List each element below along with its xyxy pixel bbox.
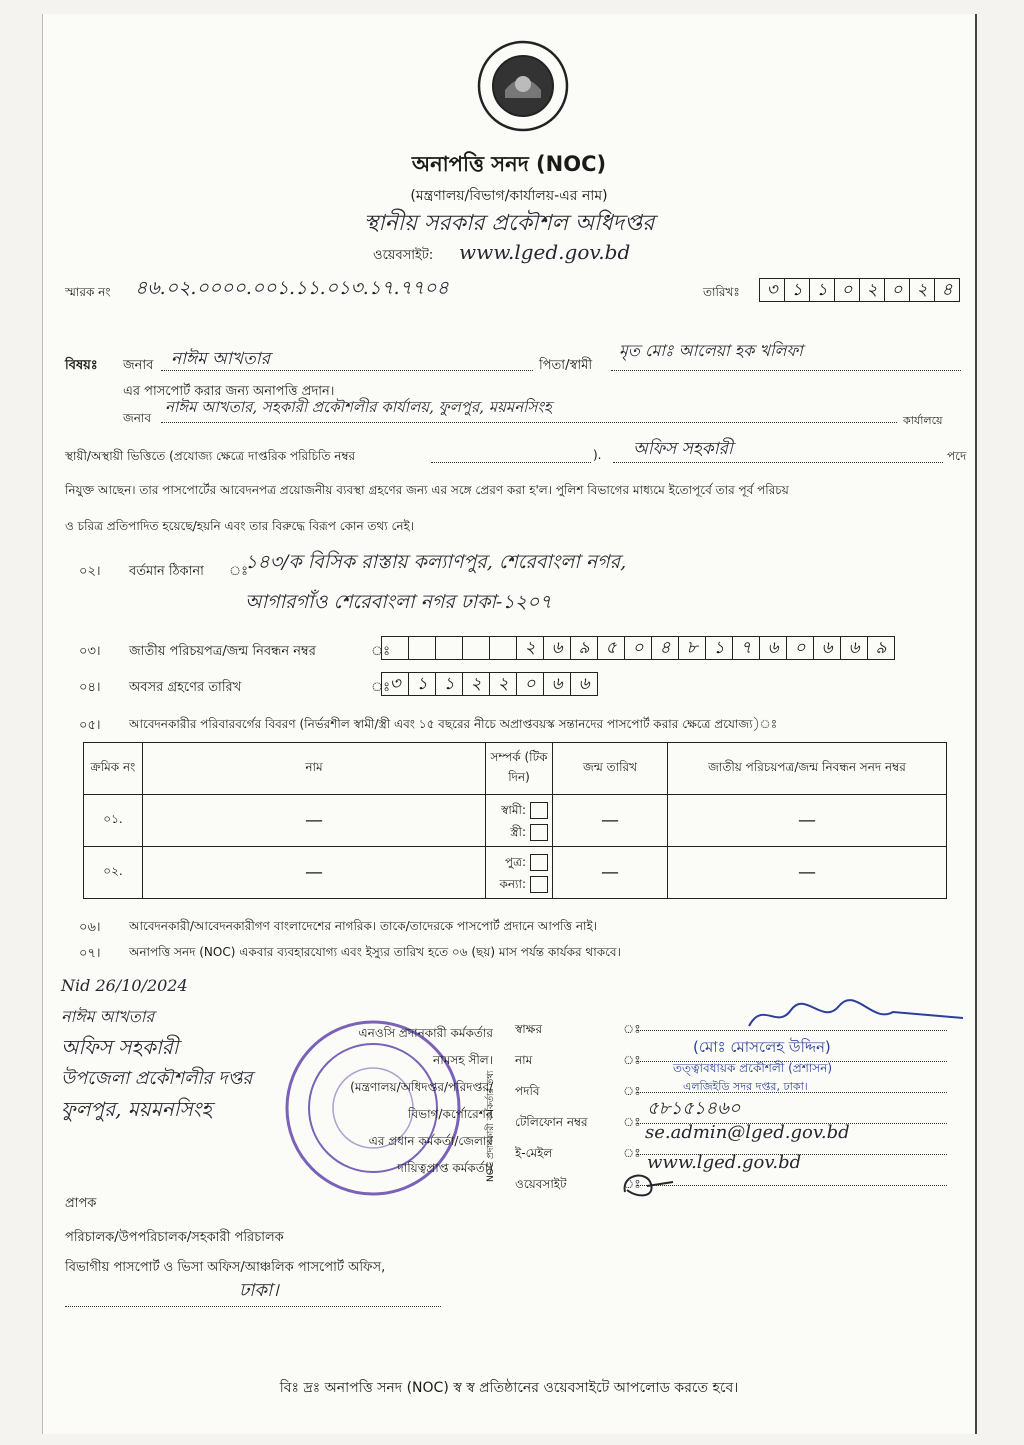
digit-box: ০ — [786, 636, 813, 660]
paragraph-1: নিযুক্ত আছেন। তার পাসপোর্টের আবেদনপত্র প্রয়োজনীয় ব্যবস্থা গ্রহণের জন্য এর সঙ্গে প্রেরণ করা হ'ল। পুলিশ বিভাগের মাধ্যমে ইতোপূর্বে তার পূর্ব পরিচয় — [65, 483, 789, 497]
memo-value: ৪৬.০২.০০০০.০০১.১১.০১৩.১৭.৭৭০৪ — [135, 277, 449, 299]
retirement-boxes — [381, 672, 598, 696]
subject-label: বিষয়ঃ — [65, 358, 98, 373]
father-name: মৃত মোঃ আলেয়া হক খলিফা — [619, 341, 803, 360]
digit-box — [489, 636, 516, 660]
digit-box: ২ — [516, 636, 543, 660]
phone-value: ৫৮১৫১৪৬০ — [647, 1098, 741, 1119]
officer-name: (মোঃ মোসলেহ উদ্দিন) — [693, 1038, 831, 1056]
address-line-2: আগারগাঁও শেরেবাংলা নগর ঢাকা-১২০৭ — [245, 591, 552, 613]
checkbox[interactable] — [530, 854, 548, 871]
digit-box: ৪ — [651, 636, 678, 660]
digit-box: ৯ — [570, 636, 597, 660]
col-relation: সম্পর্ক (টিক দিন) — [486, 743, 553, 795]
digit-box: ২ — [859, 278, 884, 302]
digit-box: ৬ — [813, 636, 840, 660]
digit-box — [408, 636, 435, 660]
clause-6-text: আবেদনকারী/আবেদনকারীগণ বাংলাদেশের নাগরিক। তাকে/তাদেরকে পাসপোর্ট প্রদানে আপত্তি নাই। — [129, 919, 598, 933]
digit-box: ৯ — [867, 636, 895, 660]
permanent-label: স্থায়ী/অস্থায়ী ভিত্তিতে (প্রযোজ্য ক্ষেত্রে দাপ্তরিক পরিচিতি নম্বর — [65, 449, 356, 463]
digit-box: ৬ — [543, 636, 570, 660]
digit-box: ৩ — [759, 278, 784, 302]
row-name: — — [143, 795, 486, 847]
signatory-labels: স্বাক্ষর নাম পদবি টেলিফোন নম্বর ই-মেইল ওয়েবসাইট — [515, 1022, 588, 1191]
family-label: আবেদনকারীর পরিবারবর্গের বিবরণ (নির্ভরশীল স্বামী/স্ত্রী এবং ১৫ বছরের নীচে অপ্রাপ্তবয়স্ক সন্তানদের পাসপোর্ট করার ক্ষেত্রে প্রযোজ্য)ঃ — [129, 717, 778, 731]
office-suffix: কার্যালয়ে — [903, 414, 943, 427]
initials-signature — [617, 1168, 677, 1202]
clause-7-text: অনাপত্তি সনদ (NOC) একবার ব্যবহারযোগ্য এবং ইস্যুর তারিখ হতে ০৬ (ছয়) মাস পর্যন্ত কার্যকর থাকবে। — [129, 945, 621, 959]
col-nid: জাতীয় পরিচয়পত্র/জন্ম নিবন্ধন সনদ নম্বর — [668, 743, 947, 795]
recipient-label: প্রাপক — [65, 1196, 97, 1211]
digit-box: ০ — [624, 636, 651, 660]
digit-box — [435, 636, 462, 660]
website-label: ওয়েবসাইট: — [373, 248, 434, 263]
digit-box: ৭ — [732, 636, 759, 660]
digit-box: ২ — [489, 672, 516, 696]
officer-office: এলজিইডি সদর দপ্তর, ঢাকা। — [683, 1080, 808, 1093]
mr-label: জনাব — [123, 358, 154, 373]
clause-7-number: ০৭। — [79, 946, 101, 961]
nid-number: ০৩। — [79, 644, 101, 659]
digit-box: ১ — [784, 278, 809, 302]
digit-box — [462, 636, 489, 660]
recipient-line-2: বিভাগীয় পাসপোর্ট ও ভিসা অফিস/আঞ্চলিক পাসপোর্ট অফিস, — [65, 1260, 386, 1275]
email-value: se.admin@lged.gov.bd — [645, 1122, 850, 1143]
document-subtitle: (মন্ত্রণালয়/বিভাগ/কার্যালয়-এর নাম) — [410, 188, 608, 204]
address-number: ০২। — [79, 564, 101, 579]
nid-label: জাতীয় পরিচয়পত্র/জন্ম নিবন্ধন নম্বর — [129, 644, 316, 659]
handwritten-note: Nid 26/10/2024 নাঈম আখতার অফিস সহকারী উপজেলা প্রকৌশলীর দপ্তর ফুলপুর, ময়মনসিংহ — [61, 976, 253, 1121]
footer-note: বিঃ দ্রঃ অনাপত্তি সনদ (NOC) স্ব স্ব প্রতিষ্ঠানের ওয়েবসাইটে আপলোড করতে হবে। — [279, 1380, 739, 1396]
permanent-close: ). — [593, 448, 602, 462]
checkbox[interactable] — [530, 802, 548, 819]
digit-box: ৫ — [597, 636, 624, 660]
digit-box: ৪ — [934, 278, 960, 302]
relation-option: স্বামী: — [501, 802, 526, 817]
checkbox[interactable] — [530, 824, 548, 841]
row-relation — [486, 795, 553, 847]
officer-signature — [743, 996, 973, 1036]
table-row — [84, 795, 947, 847]
document-title: অনাপত্তি সনদ (NOC) — [411, 152, 607, 176]
vertical-label: NOC প্রদানকারী কর্মকর্তার তথ্য — [486, 1070, 496, 1182]
post-suffix: পদে — [947, 449, 967, 463]
digit-box: ৮ — [678, 636, 705, 660]
row-dob: — — [553, 795, 668, 847]
recipient-line-3: ঢাকা। — [239, 1280, 279, 1301]
clause-6-number: ০৬। — [79, 920, 101, 935]
row-dob: — — [553, 847, 668, 899]
relation-option: স্ত্রী: — [510, 824, 526, 839]
digit-box: ৬ — [759, 636, 786, 660]
digit-box: ২ — [909, 278, 934, 302]
office-name: স্থানীয় সরকার প্রকৌশল অধিদপ্তর — [363, 211, 655, 236]
digit-box: ০ — [884, 278, 909, 302]
date-boxes — [759, 278, 960, 302]
row-name: — — [143, 847, 486, 899]
post-value: অফিস সহকারী — [633, 439, 733, 459]
checkbox[interactable] — [530, 876, 548, 893]
digit-box: ০ — [516, 672, 543, 696]
digit-box: ০ — [834, 278, 859, 302]
row-relation — [486, 847, 553, 899]
digit-box: ৬ — [570, 672, 598, 696]
applicant-name: নাঈম আখতার — [171, 349, 271, 369]
digit-box: ১ — [435, 672, 462, 696]
subject-line2: এর পাসপোর্ট করার জন্য অনাপত্তি প্রদান। — [123, 384, 335, 399]
digit-box: ২ — [462, 672, 489, 696]
digit-box: ১ — [809, 278, 834, 302]
relation-option: কন্যা: — [499, 876, 526, 891]
col-serial: ক্রমিক নং — [84, 743, 143, 795]
digit-box: ৩ — [381, 672, 408, 696]
website-value: www.lged.gov.bd — [459, 240, 631, 264]
digit-box: ৬ — [840, 636, 867, 660]
digit-box: ৬ — [543, 672, 570, 696]
row-nid: — — [668, 847, 947, 899]
row-nid: — — [668, 795, 947, 847]
digit-box: ১ — [408, 672, 435, 696]
nid-boxes — [381, 636, 895, 660]
relation-option: পুত্র: — [504, 854, 526, 869]
row-serial: ০২. — [84, 847, 143, 899]
retirement-label: অবসর গ্রহণের তারিখ — [129, 680, 242, 695]
noc-document: অনাপত্তি সনদ (NOC) (মন্ত্রণালয়/বিভাগ/কার্যালয়-এর নাম) স্থানীয় সরকার প্রকৌশল অধিদপ্তর ওয়েবসাইট: www.lged.gov.bd স্মারক নং ৪৬.০২.০০০০.০০১.১১.০১৩.১৭.৭৭০৪ তারিখঃ ৩ ১ ১ ০ ২ ০ ২ ৪ বিষয়ঃ জনাব নাঈম আখতার পিতা/স্বামী মৃত মোঃ আলেয়া হক খলিফা এর পাসপোর্ট করার জন্য অনাপত্তি প্রদান। জনাব নাঈম আখতার, সহকারী প্রকৌশলীর কার্যালয়, ফুলপুর, ময়মনসিংহ কার্যালয়ে স্থায়ী/অস্থায়ী ভিত্তিতে (প্রযোজ্য ক্ষেত্রে দাপ্তরিক পরিচিতি নম্বর ). অফিস সহকারী পদে নিযুক্ত আছেন। তার পাসপোর্টের আবেদনপত্র প্রয়োজনীয় ব্যবস্থা গ্রহণের জন্য এর সঙ্গে প্রেরণ করা হ'ল। পুলিশ বিভাগের মাধ্যমে ইতোপূর্বে তার পূর্ব পরিচয় ও চরিত্র প্রতিপাদিত হয়েছে/হয়নি এবং তার বিরুদ্ধে বিরূপ কোন তথ্য নেই। ০২। বর্তমান ঠিকানা ঃ ১৪৩/ক বিসিক রাস্তায় কল্যাণপুর, শেরেবাংলা নগর, আগারগাঁও শেরেবাংলা নগর ঢাকা-১২০৭ ০৩। জাতীয় পরিচয়পত্র/জন্ম নিবন্ধন নম্বর ঃ ২ ৬ ৯ ৫ ০ ৪ ৮ ১ ৭ ৬ ০ ৬ ৬ ৯ ০৪। অবসর গ্রহণের তারিখ ঃ ৩ ১ ১ ২ ২ ০ ৬ ৬ ০৫। আবেদনকারীর পরিবারবর্গের বিবরণ (নির্ভরশীল স্বামী/স্ত্রী এবং ১৫ বছরের নীচে অপ্রাপ্তবয়স্ক সন্তানদের পাসপোর্ট করার ক্ষেত্রে প্রযোজ্য)ঃ ক্রমিক নং নাম সম্পর্ক (টিক দিন) জন্ম তারিখ জাতীয় পরিচয়পত্র/জন্ম নিবন্ধন সনদ নম্বর ০১. — স্বামী: স্ত্রী: — — ০২. — পুত্র: কন্যা: — — ০৬। আবেদনকারী/আবেদনকারীগণ বাংলাদেশের নাগরিক। তাকে/তাদেরকে পাসপোর্ট প্রদানে আপত্তি নাই। ০৭। অনাপত্তি সনদ (NOC) একবার ব্যবহারযোগ্য এবং ইস্যুর তারিখ হতে ০৬ (ছয়) মাস পর্যন্ত কার্যকর থাকবে। Nid 26/10/2024 নাঈম আখতার অফিস সহকারী উপজেলা প্রকৌশলীর দপ্তর ফুলপুর, ময়মনসিংহ এনওসি প্রদানকারী কর্মকর্তার নামসহ সীল। (মন্ত্রণালয়/অধিদপ্তর/পরিদপ্তর/ বিভাগ/কর্পোরেশন এর প্রধান কর্মকর্তা/জেলার দায়িত্বপ্রাপ্ত কর্মকর্তা) NOC প্রদানকারী কর্মকর্তার তথ্য স্বাক্ষর নাম পদবি টেলিফোন নম্বর ই-মেইল ওয়েবসাইট ঃ ঃ ঃ ঃ ঃ ঃ (মোঃ মোসলেহ উদ্দিন) তত্ত্বাবধায়ক প্রকৌশলী (প্রশাসন) এলজিইডি সদর দপ্তর, ঢাকা। ৫৮১৫১৪৬০ se.admin@lged.gov.bd www.lged.gov.bd প্রাপক পরিচালক/উপপরিচালক/সহকারী পরিচালক বিভাগীয় পাসপোর্ট ও ভিসা অফিস/আঞ্চলিক পাসপোর্ট অফিস, ঢাকা। বিঃ দ্রঃ অনাপত্তি সনদ (NOC) স্ব স্ব প্রতিষ্ঠানের ওয়েবসাইটে আপলোড করতে হবে। — [42, 14, 977, 1434]
father-label: পিতা/স্বামী — [539, 358, 593, 373]
signatory-left-lines: এনওসি প্রদানকারী কর্মকর্তার নামসহ সীল। (মন্ত্রণালয়/অধিদপ্তর/পরিদপ্তর/ বিভাগ/কর্পোরেশন এর প্রধান কর্মকর্তা/জেলার দায়িত্বপ্রাপ্ত কর্মকর্তা) — [350, 1026, 493, 1175]
row-serial: ০১. — [84, 795, 143, 847]
recipient-line-1: পরিচালক/উপপরিচালক/সহকারী পরিচালক — [65, 1230, 284, 1245]
paragraph-2: ও চরিত্র প্রতিপাদিত হয়েছে/হয়নি এবং তার বিরুদ্ধে বিরূপ কোন তথ্য নেই। — [65, 519, 415, 533]
family-number: ০৫। — [79, 718, 101, 733]
mr-label-2: জনাব — [123, 411, 152, 425]
table-row — [84, 847, 947, 899]
digit-box — [381, 636, 408, 660]
office-line-value: নাঈম আখতার, সহকারী প্রকৌশলীর কার্যালয়, ফুলপুর, ময়মনসিংহ — [165, 398, 552, 416]
memo-label: স্মারক নং — [65, 285, 111, 299]
officer-designation: তত্ত্বাবধায়ক প্রকৌশলী (প্রশাসন) — [673, 1061, 833, 1075]
col-name: নাম — [143, 743, 486, 795]
government-seal — [475, 38, 571, 134]
website-signature-value: www.lged.gov.bd — [647, 1152, 802, 1173]
date-label: তারিখঃ — [703, 285, 740, 299]
retirement-number: ০৪। — [79, 680, 101, 695]
col-dob: জন্ম তারিখ — [553, 743, 668, 795]
address-label: বর্তমান ঠিকানা — [129, 564, 204, 579]
family-table — [83, 742, 947, 899]
digit-box: ১ — [705, 636, 732, 660]
address-line-1: ১৪৩/ক বিসিক রাস্তায় কল্যাণপুর, শেরেবাংলা নগর, — [245, 551, 627, 573]
